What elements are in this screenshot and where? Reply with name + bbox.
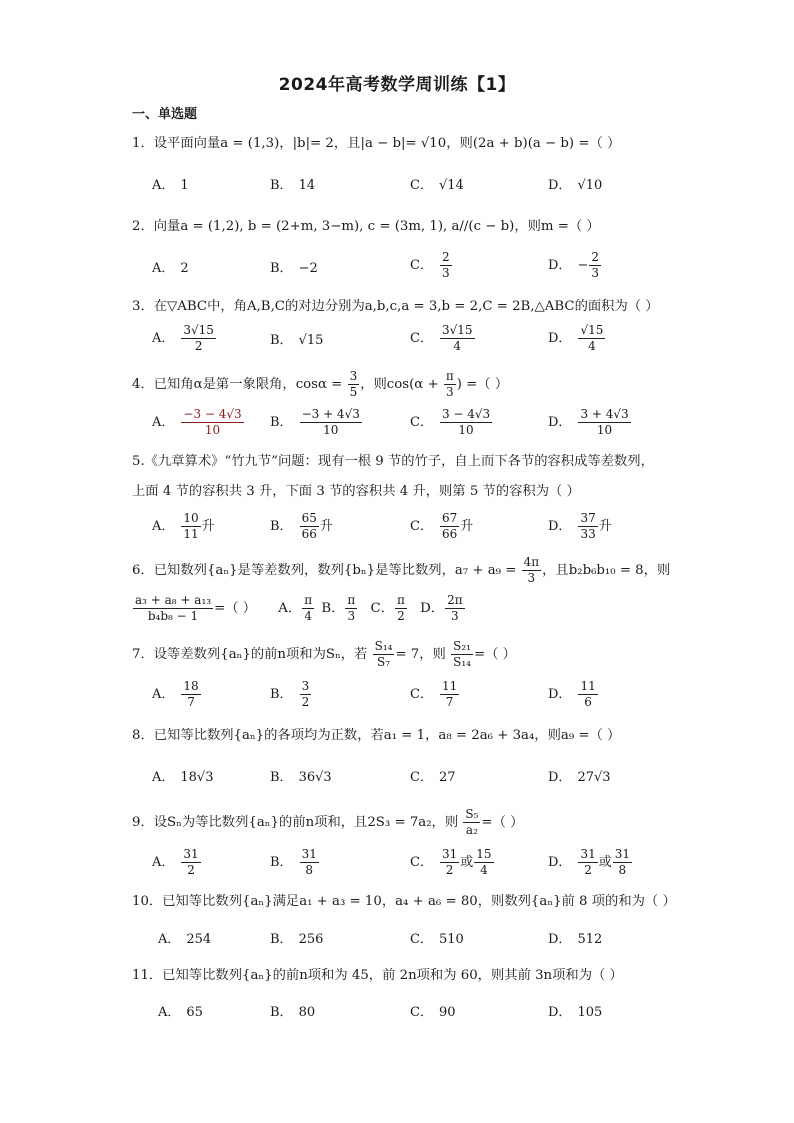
q8-option-d: D． 27√3 (548, 770, 611, 785)
q4-option-a: A． $\frac{-3 - 4√3}{10}$ (152, 407, 242, 437)
question-6-line2: $\frac{\text{a₃ + a₈ + a₁₃}}{\text{b₄b₈ − 1}}$ =（ ） A． $\frac{\pi}{4}$ B． $\frac{\pi}{3}$ C． $\frac{\pi}{2}$ D． $\frac{2\pi}{3}$ (132, 594, 466, 623)
question-7-stem: 7．设等差数列{aₙ}的前n项和为Sₙ，若 $\frac{\text{S₁₄}}{\text{S₇}}$ = 7，则 $\frac{\text{S₂₁}}{\text{S₁₄}}$ =（ ） (132, 639, 516, 669)
q7-option-a: A． $\frac{18}{7}$ (152, 679, 199, 709)
q8-option-a: A． 18√3 (152, 770, 214, 785)
question-4-stem: 4．已知角α是第一象限角，cosα = $\frac{3}{5}$ ，则cos(α + $\frac{\pi}{3}$ ) =（ ） (132, 369, 509, 399)
q4-option-d: D． $\frac{3 + 4√3}{10}$ (548, 407, 629, 437)
q11-option-d: D． 105 (548, 1005, 603, 1020)
page-title: 2024年高考数学周训练【1】 (278, 75, 516, 95)
q6-option-c: C． $\frac{\pi}{2}$ (370, 593, 405, 623)
question-2-stem: 2．向量a = (1,2), b = (2+m, 3−m), c = (3m, 1), a//(c − b)，则m =（ ） (132, 219, 600, 234)
q6-option-b: B． $\frac{\pi}{3}$ (321, 593, 356, 623)
q9-option-d: D． $\frac{31}{2}$ 或 $\frac{31}{8}$ (548, 847, 631, 877)
q1-option-d: D． √10 (548, 178, 603, 193)
q3-option-b: B． √15 (270, 333, 324, 348)
q9-option-a: A． $\frac{31}{2}$ (152, 847, 199, 877)
q3-option-d: D． $\frac{√15}{4}$ (548, 323, 604, 353)
q11-option-b: B． 80 (270, 1005, 316, 1020)
question-11-stem: 11．已知等比数列{aₙ}的前n项和为 45，前 2n项和为 60，则其前 3n项和为（ ） (132, 968, 623, 983)
question-9-stem: 9．设Sₙ为等比数列{aₙ}的前n项和，且2S₃ = 7a₂，则 $\frac{\text{S₅}}{\text{a₂}}$ =（ ） (132, 807, 524, 837)
q1-option-c: C． √14 (410, 178, 464, 193)
q5-option-b: B． $\frac{65}{66}$ 升 (270, 511, 333, 541)
q10-option-d: D． 512 (548, 932, 603, 947)
q3-option-a: A． $\frac{3√15}{2}$ (152, 323, 214, 353)
question-6-stem: 6．已知数列{aₙ}是等差数列，数列{bₙ}是等比数列，a₇ + a₉ = $\frac{4\pi}{3}$ ，且b₂b₆b₁₀ = 8，则 (132, 555, 671, 585)
question-8-stem: 8．已知等比数列{aₙ}的各项均为正数，若a₁ = 1，a₈ = 2a₆ + 3a₄，则a₉ =（ ） (132, 728, 621, 743)
q2-option-a: A． 2 (152, 261, 189, 276)
q7-option-d: D． $\frac{11}{6}$ (548, 679, 596, 709)
q10-option-c: C． 510 (410, 932, 464, 947)
q2-option-b: B． −2 (270, 261, 318, 276)
q3-option-c: C． $\frac{3√15}{4}$ (410, 323, 473, 353)
q5-option-a: A． $\frac{10}{11}$ 升 (152, 511, 215, 541)
question-1-stem: 1．设平面向量a = (1,3)，|b|= 2，且|a − b|= √10，则(2a + b)(a − b) =（ ） (132, 136, 621, 151)
q2-option-c: C． $\frac{2}{3}$ (410, 250, 450, 280)
q5-option-d: D． $\frac{37}{33}$ 升 (548, 511, 612, 541)
q6-option-a: A． $\frac{\pi}{4}$ (278, 593, 313, 623)
question-3-stem: 3．在▽ABC中，角A,B,C的对边分别为a,b,c,a = 3,b = 2,C = 2B,△ABC的面积为（ ） (132, 299, 659, 314)
q1-option-b: B． 14 (270, 178, 316, 193)
q9-option-b: B． $\frac{31}{8}$ (270, 847, 317, 877)
q10-option-b: B． 256 (270, 932, 324, 947)
q4-option-c: C． $\frac{3 - 4√3}{10}$ (410, 407, 491, 437)
q11-option-c: C． 90 (410, 1005, 456, 1020)
q7-option-c: C． $\frac{11}{7}$ (410, 679, 458, 709)
q6-option-d: D． $\frac{2\pi}{3}$ (420, 593, 463, 623)
q10-option-a: A． 254 (158, 932, 212, 947)
question-5-stem-line2: 上面 4 节的容积共 3 升，下面 3 节的容积共 4 升，则第 5 节的容积为（ ） (132, 484, 580, 499)
section-heading: 一、单选题 (132, 107, 198, 122)
q4-option-b: B． $\frac{-3 + 4√3}{10}$ (270, 407, 360, 437)
q7-option-b: B． $\frac{3}{2}$ (270, 679, 310, 709)
q1-option-a: A． 1 (152, 178, 189, 193)
q8-option-b: B． 36√3 (270, 770, 332, 785)
q8-option-c: C． 27 (410, 770, 456, 785)
q11-option-a: A． 65 (158, 1005, 203, 1020)
q2-option-d: D． − $\frac{2}{3}$ (548, 250, 599, 280)
question-10-stem: 10．已知等比数列{aₙ}满足a₁ + a₃ = 10，a₄ + a₆ = 80，则数列{aₙ}前 8 项的和为（ ） (132, 894, 676, 909)
q5-option-c: C． $\frac{67}{66}$ 升 (410, 511, 474, 541)
question-5-stem: 5.《九章算术》“竹九节”问题：现有一根 9 节的竹子，自上而下各节的容积成等差数列， (132, 454, 654, 469)
q9-option-c: C． $\frac{31}{2}$ 或 $\frac{15}{4}$ (410, 847, 492, 877)
